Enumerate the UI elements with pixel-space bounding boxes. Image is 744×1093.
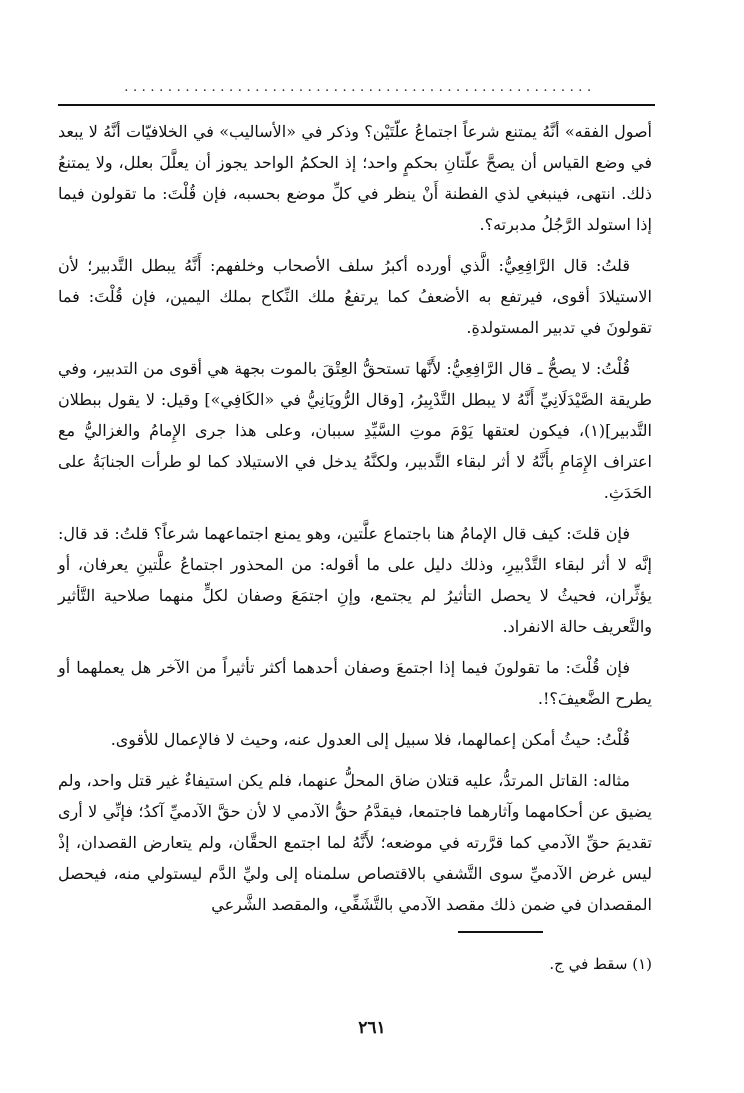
- paragraph: فإن قُلْتَ: ما تقولونَ فيما إذا اجتمعَ وصفان أحدهما أكثر تأثيراً من الآخر هل يعملهما أو يطرح الضَّعيفَ؟!.: [58, 658, 652, 708]
- paragraph: قُلْتُ: حيثُ أمكن إعمالهما، فلا سبيل إلى العدول عنه، وحيث لا فالإعمال للأقوى.: [110, 730, 630, 749]
- paragraph: فإن قلتَ: كيف قال الإمامُ هنا باجتماع علَّتين، وهو يمنع اجتماعهما شرعاً؟ قلتُ: قد قال: إنَّه لا أثر لبقاء التَّدْبيرِ، وذلك دليل على ما أقوله: من المحذور اجتماعُ علَّتينِ يعرفان، أو يؤثِّران، فحيثُ لا يحصل التأثيرُ لم يجتمع، وإنِ اجتمَعَ وصفان لكلٍّ منهما صلاحية التَّأثير والتَّعريف حالة الانفراد.: [58, 524, 652, 636]
- header-dotted-line: ......................................................: [124, 80, 596, 95]
- paragraph: مثاله: القاتل المرتدُّ، عليه قتلان ضاق المحلُّ عنهما، فلم يكن استيفاءٌ غير قتل واحد، ولم يضيق عن أحكامهما وآثارهما فاجتمعا، فيقدَّمُ حقُّ الآدمي لا لأن حقَّ الآدميِّ آكدُ؛ فإنِّي لا أرى تقديمَ حقِّ الآدمي كما قرَّرته في موضعه؛ لأَنَّهُ لما اجتمع الحقَّان، ولم يتعارض القصدان، إذْ ليس غرض الآدميِّ سوى التَّشفي بالاقتصاص سلمناه إلى وليِّ الدَّم ليستولي منه، فيحصل المقصدان في ضمن ذلك مقصد الآدمي بالتَّشَفِّي، والمقصد الشَّرعي: [58, 771, 652, 914]
- paragraph: قلتُ: قال الرَّافِعِيُّ: الَّذي أورده أكبرُ سلف الأصحاب وخلفهم: أَنَّهُ يبطل التَّدبير؛ لأن الاستيلادَ أقوى، فيرتفع به الأضعفُ كما يرتفعُ ملك النِّكاح بملك اليمين، فإن قُلْتَ: فما تقولونَ في تدبير المستولدةِ.: [58, 256, 653, 337]
- page-body: [58, 116, 652, 930]
- footnote-rule: [458, 931, 543, 933]
- footnote: (١) سقط في ج.: [549, 955, 652, 973]
- paragraph: قُلْتُ: لا يصحُّ ـ قال الرَّافِعِيُّ: لأَنَّها تستحقُّ العِتْقَ بالموت بجهة هي أقوى من التدبير، وفي طريقة الصَّيْدَلَانِيِّ أَنَّهُ لا يبطل التَّدْبِيرُ، [وقال الرُّويَانِيُّ في «الكَافِي»] وقيل: لا يقول ببطلان التَّدبير](١)، فيكون لعتقها يَوْمَ موتِ السَّيِّدِ سببان، وعلى هذا جرى الإِمامُ والغزاليُّ مع اعتراف الإِمَامِ بأَنَّهُ لا أثر لبقاء التَّدبير، ولكنَّهُ يدخل في الاستيلاد كما لو طرأت الجنابَةُ على الحَدَثِ.: [58, 359, 653, 502]
- paragraph: أصول الفقه» أنَّهُ يمتنع شرعاً اجتماعُ علّتَيْن؟ وذكر في «الأساليب» في الخلافيّات أنَّهُ لا يبعد في وضع القياس أن يصحَّ علّتانِ بحكمٍ واحد؛ إذ الحكمُ الواحد يجوز أن يعلَّلَ بعلل، ولا يمتنعُ ذلك. انتهى، فينبغي لذي الفطنة أَنْ ينظر في كلِّ موضع بحسبه، فإن قُلْتَ: ما تقولون فيما إذا استولد الرَّجُلُ مدبرته؟.: [58, 122, 652, 234]
- page-number: ٢٦١: [358, 1018, 386, 1038]
- header-rule: [58, 104, 655, 106]
